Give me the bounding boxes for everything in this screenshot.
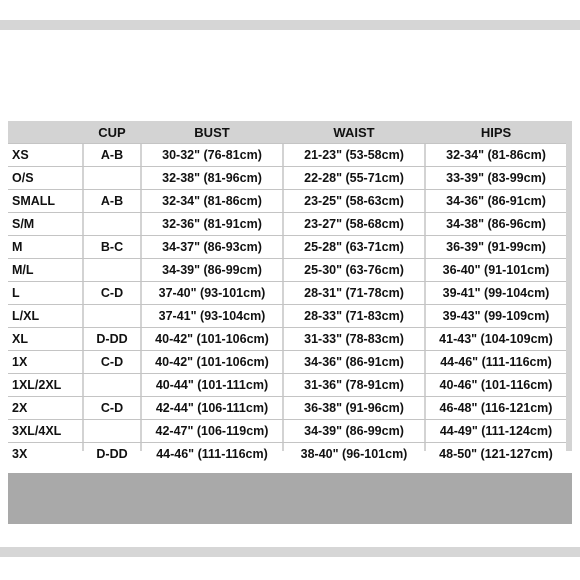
bust-cell: 42-47" (106-119cm) [142, 419, 282, 442]
bust-cell: 42-44" (106-111cm) [142, 396, 282, 419]
hips-cell: 32-34" (81-86cm) [426, 143, 566, 166]
bust-cell: 40-42" (101-106cm) [142, 327, 282, 350]
size-cell: 3XL/4XL [8, 419, 82, 442]
bust-cell: 37-40" (93-101cm) [142, 281, 282, 304]
table-row [8, 350, 566, 373]
table-row [8, 327, 566, 350]
size-cell: 1X [8, 350, 82, 373]
cup-cell: A-B [84, 189, 140, 212]
hips-cell: 44-46" (111-116cm) [426, 350, 566, 373]
bust-cell: 32-34" (81-86cm) [142, 189, 282, 212]
hips-cell: 48-50" (121-127cm) [426, 442, 566, 465]
waist-cell: 23-25" (58-63cm) [284, 189, 424, 212]
bust-cell: 32-36" (81-91cm) [142, 212, 282, 235]
cup-cell [84, 304, 140, 327]
bust-cell: 34-37" (86-93cm) [142, 235, 282, 258]
table-row [8, 304, 566, 327]
bust-cell: 44-46" (111-116cm) [142, 442, 282, 465]
cup-cell: A-B [84, 143, 140, 166]
size-cell: S/M [8, 212, 82, 235]
bust-cell: 40-44" (101-111cm) [142, 373, 282, 396]
waist-cell: 25-30" (63-76cm) [284, 258, 424, 281]
table-row [8, 396, 566, 419]
hips-cell: 40-46" (101-116cm) [426, 373, 566, 396]
hips-cell: 41-43" (104-109cm) [426, 327, 566, 350]
header-bust: BUST [194, 125, 230, 140]
waist-cell: 22-28" (55-71cm) [284, 166, 424, 189]
bust-cell: 40-42" (101-106cm) [142, 350, 282, 373]
header-hips: HIPS [480, 125, 512, 140]
size-cell: 2X [8, 396, 82, 419]
waist-cell: 23-27" (58-68cm) [284, 212, 424, 235]
table-row [8, 235, 566, 258]
cup-cell: C-D [84, 396, 140, 419]
bust-cell: 30-32" (76-81cm) [142, 143, 282, 166]
cup-cell [84, 212, 140, 235]
size-cell: XL [8, 327, 82, 350]
waist-cell: 28-31" (71-78cm) [284, 281, 424, 304]
waist-cell: 31-36" (78-91cm) [284, 373, 424, 396]
size-cell: SMALL [8, 189, 82, 212]
header-size [8, 121, 82, 143]
bust-cell: 34-39" (86-99cm) [142, 258, 282, 281]
table-row [8, 166, 566, 189]
size-chart [8, 121, 572, 461]
bust-cell: 32-38" (81-96cm) [142, 166, 282, 189]
waist-cell: 38-40" (96-101cm) [284, 442, 424, 465]
size-cell: XS [8, 143, 82, 166]
table-row [8, 189, 566, 212]
table-row [8, 442, 566, 465]
size-cell: O/S [8, 166, 82, 189]
size-cell: M/L [8, 258, 82, 281]
footer-gray-block [8, 473, 572, 524]
size-cell: M [8, 235, 82, 258]
table-row [8, 419, 566, 442]
hips-cell: 36-39" (91-99cm) [426, 235, 566, 258]
cup-cell [84, 258, 140, 281]
table-row [8, 212, 566, 235]
waist-cell: 25-28" (63-71cm) [284, 235, 424, 258]
cup-cell [84, 373, 140, 396]
size-cell: 1XL/2XL [8, 373, 82, 396]
bust-cell: 37-41" (93-104cm) [142, 304, 282, 327]
size-cell: L/XL [8, 304, 82, 327]
hips-cell: 44-49" (111-124cm) [426, 419, 566, 442]
cup-cell: C-D [84, 350, 140, 373]
hips-cell: 39-41" (99-104cm) [426, 281, 566, 304]
cup-cell: B-C [84, 235, 140, 258]
top-divider-bar [0, 20, 580, 30]
waist-cell: 34-36" (86-91cm) [284, 350, 424, 373]
size-table [8, 121, 566, 465]
hips-cell: 36-40" (91-101cm) [426, 258, 566, 281]
table-row [8, 143, 566, 166]
bottom-divider-bar [0, 547, 580, 557]
cup-cell: C-D [84, 281, 140, 304]
hips-cell: 34-36" (86-91cm) [426, 189, 566, 212]
hips-cell: 39-43" (99-109cm) [426, 304, 566, 327]
hips-cell: 46-48" (116-121cm) [426, 396, 566, 419]
size-cell: 3X [8, 442, 82, 465]
header-cup: CUP [98, 125, 126, 140]
hips-cell: 34-38" (86-96cm) [426, 212, 566, 235]
cup-cell [84, 419, 140, 442]
waist-cell: 34-39" (86-99cm) [284, 419, 424, 442]
cup-cell [84, 166, 140, 189]
hips-cell: 33-39" (83-99cm) [426, 166, 566, 189]
table-header-row [8, 121, 566, 143]
waist-cell: 21-23" (53-58cm) [284, 143, 424, 166]
table-row [8, 258, 566, 281]
cup-cell: D-DD [84, 442, 140, 465]
cup-cell: D-DD [84, 327, 140, 350]
waist-cell: 36-38" (91-96cm) [284, 396, 424, 419]
waist-cell: 31-33" (78-83cm) [284, 327, 424, 350]
table-row [8, 373, 566, 396]
header-waist: WAIST [333, 125, 375, 140]
table-row [8, 281, 566, 304]
size-cell: L [8, 281, 82, 304]
waist-cell: 28-33" (71-83cm) [284, 304, 424, 327]
